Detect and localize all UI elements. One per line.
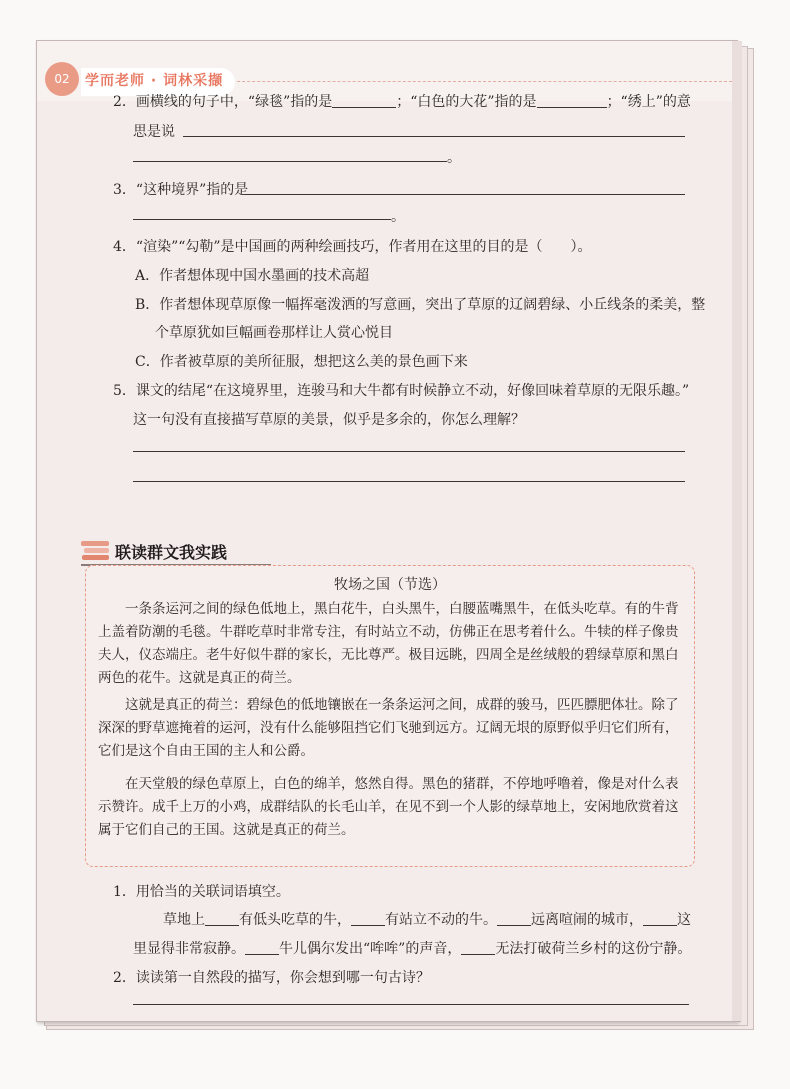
paragraph-1 [98,598,688,690]
answer-blank[interactable] [205,911,239,926]
series-title: 学而老师 · 词林采撷 [81,68,235,96]
bottom-question-1-line-2: 里显得非常寂静。 牛儿偶尔发出“哞哞”的声音， 无法打破荷兰乡村的这份宁静。 [133,941,692,957]
answer-blank[interactable] [332,93,396,108]
question-4-option-a[interactable]: A．作者想体现中国水墨画的技术高超 [135,268,370,284]
question-4-option-b-continued: 个草原犹如巨幅画卷那样让人赏心悦目 [155,325,393,341]
bottom-question-1-line-1: 草地上 有低头吃草的牛， 有站立不动的牛。 远离喧闹的城市， 这 [163,912,691,928]
answer-blank[interactable] [461,940,495,955]
question-3-label: 3．“这种境界”指的是 [113,182,249,198]
question-4-stem: 4．“渲染”“勾勒”是中国画的两种绘画技巧，作者用在这里的目的是（ ）。 [113,239,592,255]
reading-passage-box [85,565,695,867]
period: 。 [391,209,405,225]
text-line: 它们是这个自由王国的主人和公爵。 [98,743,314,759]
answer-line[interactable] [133,1004,689,1005]
answer-blank[interactable] [537,93,607,108]
answer-blank[interactable] [351,911,385,926]
workbook-page [36,40,738,1022]
answer-line[interactable] [133,219,391,220]
page-edge-shadow [732,41,742,1021]
text-line: 属于它们自己的王国。这就是真正的荷兰。 [98,822,355,838]
books-icon [81,541,109,561]
text-line: 示赞许。成千上万的小鸡，成群结队的长毛山羊，在见不到一个人影的绿草地上，安闲地欣赏着这 [98,799,679,815]
text-line: 两色的花牛。这就是真正的荷兰。 [98,670,301,686]
question-2-line-1: 2．画横线的句子中，“绿毯”指的是 ；“白色的大花”指的是 ；“绣上”的意 [113,94,691,110]
text-line: 一条条运河之间的绿色低地上，黑白花牛，白头黑牛，白腰蓝嘴黑牛，在低头吃草。有的牛背 [125,601,679,617]
question-4-option-b[interactable]: B．作者想体现草原像一幅挥毫泼洒的写意画，突出了草原的辽阔碧绿、小丘线条的柔美，整 [135,297,706,313]
page-number-badge: 02 [45,62,79,96]
section-title: 联读群文我实践 [115,543,228,562]
question-2-line-2-label: 思是说 [133,124,175,140]
header-divider [207,81,732,82]
answer-line[interactable] [133,451,685,452]
text-line: 这就是真正的荷兰：碧绿色的低地镶嵌在一条条运河之间，成群的骏马，匹匹膘肥体壮。除了 [125,697,679,713]
reading-title: 牧场之国（节选） [334,577,446,593]
bottom-question-1-stem: 1．用恰当的关联词语填空。 [113,884,290,900]
answer-line[interactable] [183,136,685,137]
answer-blank[interactable] [497,911,531,926]
text-line: 夫人，仪态端庄。老牛好似牛群的家长，无比尊严。极目远眺，四周全是丝绒般的碧绿草原和黑白 [98,647,679,663]
answer-blank[interactable] [245,940,279,955]
text-line: 在天堂般的绿色草原上，白色的绵羊，悠然自得。黑色的猪群，不停地呼噜着，像是对什么表 [125,776,679,792]
period: 。 [447,150,461,166]
question-4-option-c[interactable]: C．作者被草原的美所征服，想把这么美的景色画下来 [135,354,468,370]
answer-line[interactable] [245,194,685,195]
bottom-question-2-stem: 2．读读第一自然段的描写，你会想到哪一句古诗？ [113,970,430,986]
paragraph-2 [98,694,688,763]
question-5-line-2: 这一句没有直接描写草原的美景，似乎是多余的，你怎么理解？ [133,412,525,428]
answer-blank[interactable] [643,911,677,926]
question-5-line-1: 5．课文的结尾“在这境界里，连骏马和大牛都有时候静立不动，好像回味着草原的无限乐趣。” [113,383,690,399]
paragraph-3 [98,773,688,842]
answer-line[interactable] [133,161,447,162]
text-line: 深深的野草遮掩着的运河，没有什么能够阻挡它们飞驰到远方。辽阔无垠的原野似乎归它们所有， [98,720,679,736]
text-line: 上盖着防潮的毛毯。牛群吃草时非常专注，有时站立不动，仿佛正在思考着什么。牛犊的样子像贵 [98,624,679,640]
answer-line[interactable] [133,481,685,482]
